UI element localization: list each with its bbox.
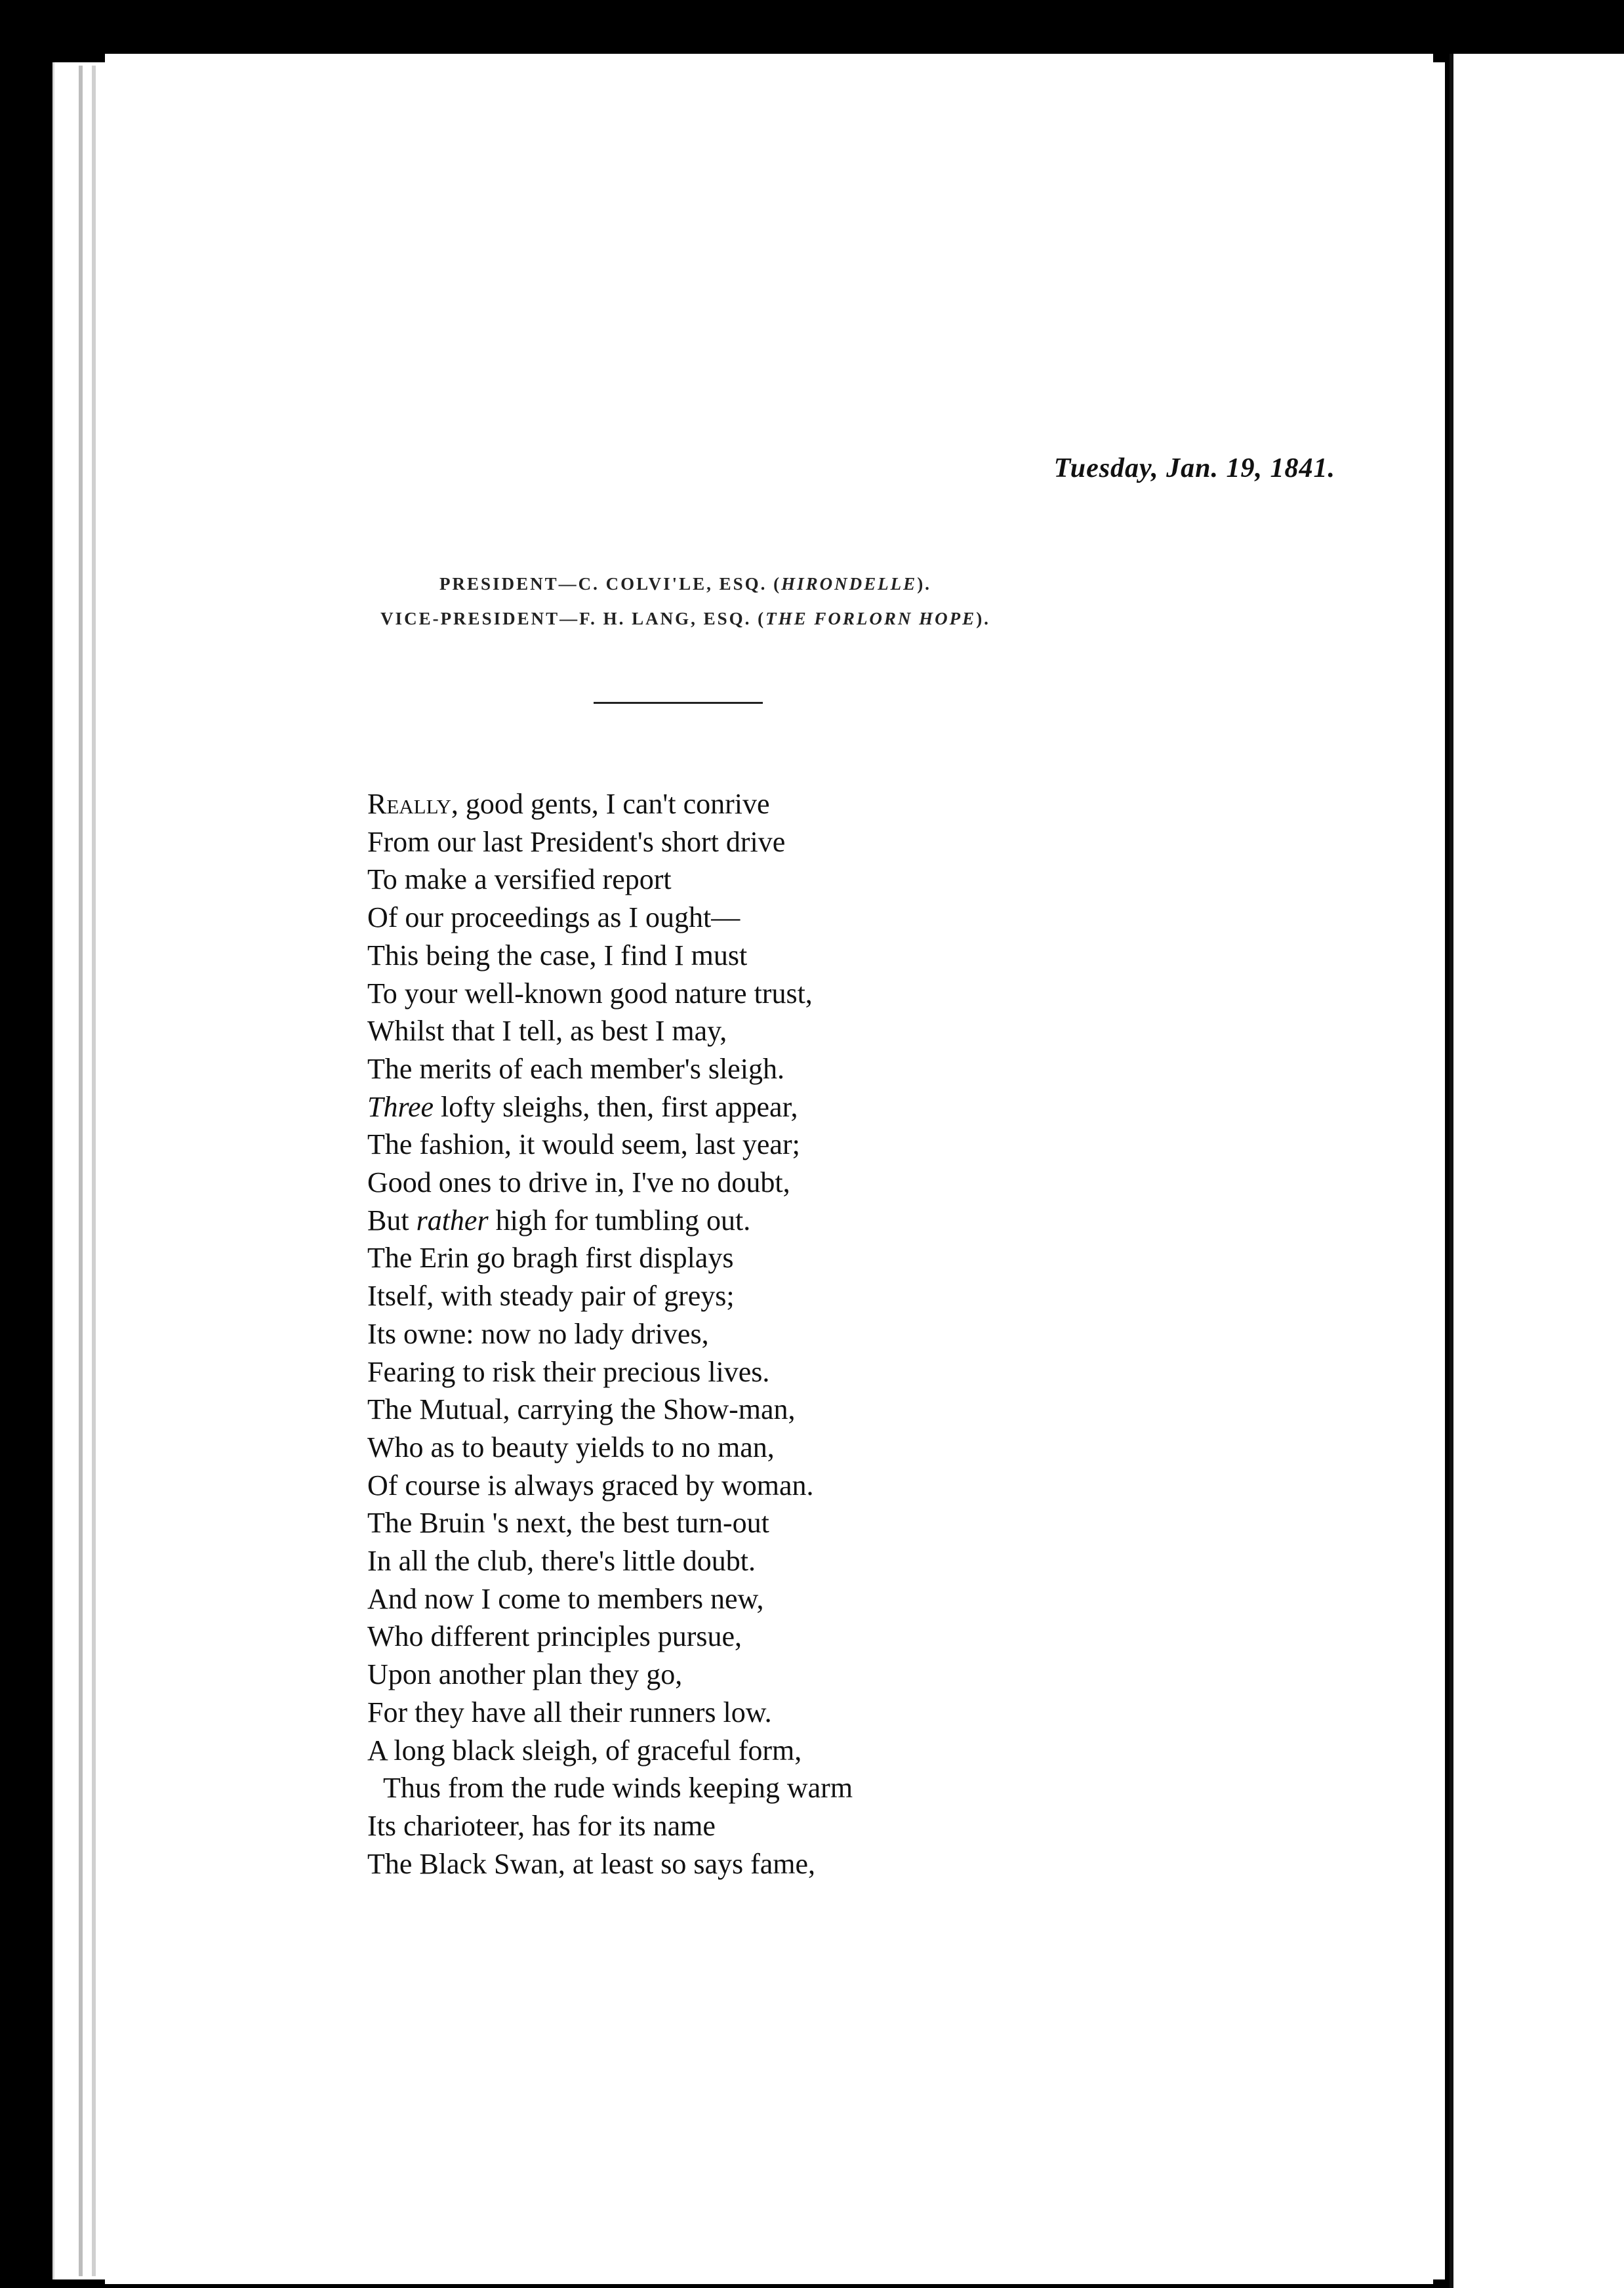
- poem-emphasis: rather: [416, 1204, 489, 1236]
- poem-line: The Black Swan, at least so says fame,: [367, 1847, 816, 1880]
- page-edge-left: [79, 66, 83, 2276]
- poem-line: In all the club, there's little doubt.: [367, 1545, 756, 1578]
- poem-line: A long black sleigh, of graceful form,: [367, 1734, 802, 1767]
- poem-line: The Bruin 's next, the best turn-out: [367, 1507, 769, 1540]
- facing-page: [1450, 54, 1624, 2288]
- poem-line: To make a versified report: [367, 863, 672, 896]
- poem-line: [367, 785, 1154, 823]
- president-line: [200, 574, 1171, 594]
- president-close: ).: [917, 574, 931, 594]
- poem-line: Thus from the rude winds keeping warm: [383, 1772, 853, 1805]
- vice-president-line: [200, 609, 1171, 629]
- poem-line: Its owne: now no lady drives,: [367, 1317, 709, 1350]
- page-edge-inner: [92, 66, 96, 2276]
- poem-line-text: good gents, I can't conrive: [458, 788, 770, 820]
- poem-line: Of course is always graced by woman.: [367, 1469, 814, 1502]
- poem-line: The fashion, it would seem, last year;: [367, 1128, 800, 1161]
- poem-emphasis: Three: [367, 1090, 434, 1123]
- vice-president-role: VICE-PRESIDENT—F. H. LANG, ESQ. (: [380, 609, 766, 628]
- poem-line: For they have all their runners low.: [367, 1696, 772, 1728]
- poem-line: And now I come to members new,: [367, 1582, 764, 1615]
- poem-line: Fearing to risk their precious lives.: [367, 1355, 770, 1388]
- poem-line-text: lofty sleighs, then, first appear,: [434, 1090, 798, 1123]
- vice-president-close: ).: [976, 609, 990, 628]
- date-line: Tuesday, Jan. 19, 1841.: [1053, 453, 1335, 483]
- section-rule: [594, 702, 763, 704]
- poem-line: Its charioteer, has for its name: [367, 1809, 716, 1842]
- poem-line: The merits of each member's sleigh.: [367, 1052, 784, 1085]
- poem-line: Whilst that I tell, as best I may,: [367, 1015, 727, 1048]
- poem-line: Who different principles pursue,: [367, 1620, 742, 1653]
- poem-line: Who as to beauty yields to no man,: [367, 1431, 775, 1463]
- poem-line-text: high for tumbling out.: [488, 1204, 751, 1236]
- poem-line: This being the case, I find I must: [367, 939, 748, 971]
- poem-line: [367, 1202, 1154, 1240]
- poem-line: [367, 1088, 1154, 1126]
- poem-line: Of our proceedings as I ought—: [367, 901, 741, 934]
- president-sleigh: HIRONDELLE: [781, 574, 918, 594]
- poem-line: To your well-known good nature trust,: [367, 977, 813, 1010]
- poem-line-text: But: [367, 1204, 416, 1236]
- poem-line: Itself, with steady pair of greys;: [367, 1280, 735, 1313]
- poem-opening-word: Really,: [367, 788, 458, 820]
- vice-president-sleigh: THE FORLORN HOPE: [765, 609, 977, 628]
- poem: [367, 785, 1154, 1883]
- president-role: PRESIDENT—C. COLVI'LE, ESQ. (: [439, 574, 782, 594]
- poem-line: From our last President's short drive: [367, 825, 786, 858]
- poem-line: The Mutual, carrying the Show-man,: [367, 1393, 796, 1426]
- poem-line: Good ones to drive in, I've no doubt,: [367, 1166, 790, 1199]
- poem-line: The Erin go bragh first displays: [367, 1242, 734, 1275]
- poem-line: Upon another plan they go,: [367, 1658, 683, 1691]
